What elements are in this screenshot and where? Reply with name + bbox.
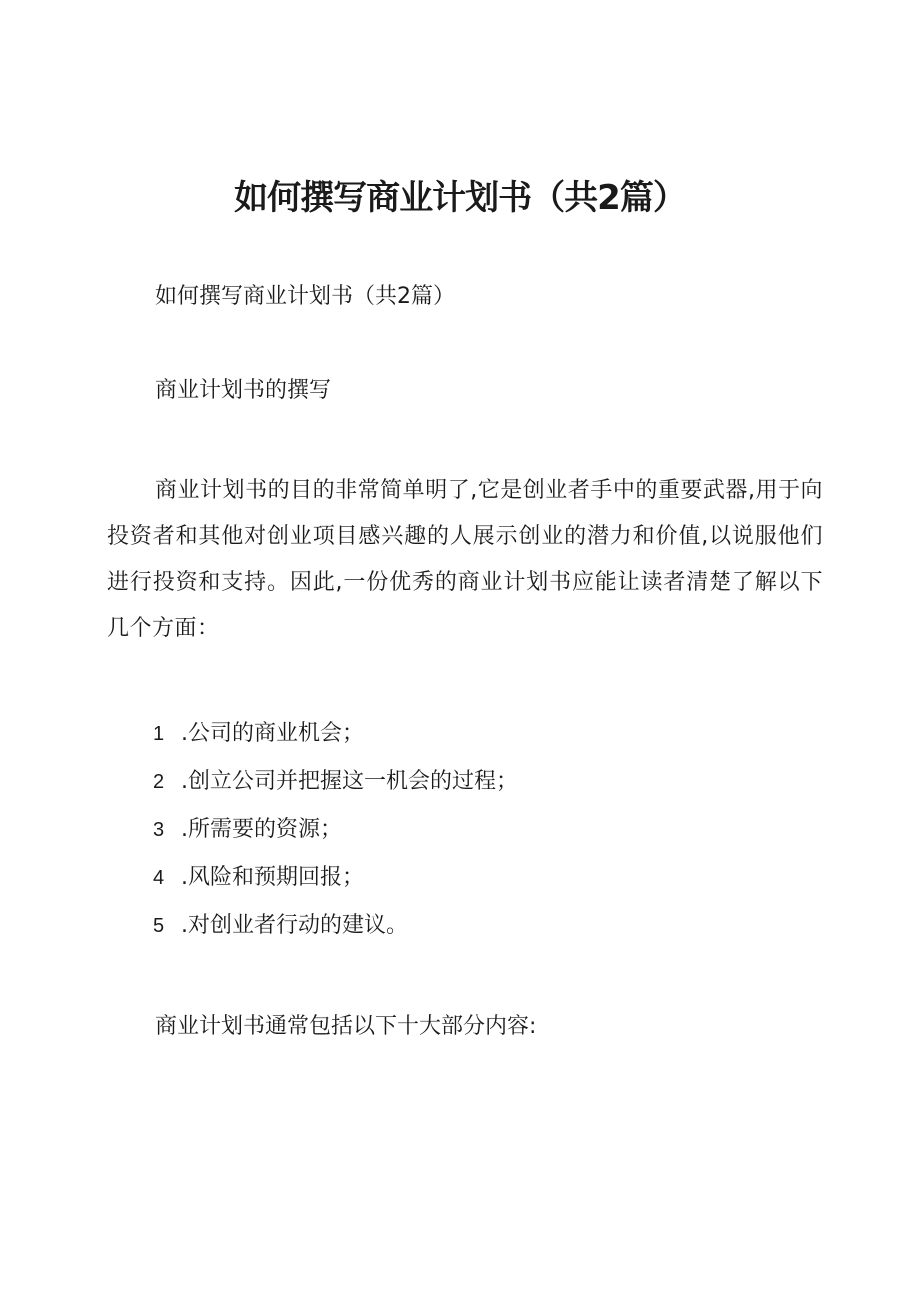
- list-item: [153, 758, 518, 806]
- list-item-number: 1: [153, 723, 165, 745]
- section-heading: 商业计划书的撰写: [155, 378, 332, 403]
- list-item-number: 5: [153, 915, 165, 937]
- page-title: 如何撰写商业计划书（共2篇）: [234, 178, 686, 218]
- list-item-text: .风险和预期回报；: [181, 865, 364, 890]
- aspects-list: [153, 710, 518, 950]
- list-item-number: 2: [153, 771, 165, 793]
- list-item: [153, 854, 518, 902]
- closing-line: 商业计划书通常包括以下十大部分内容:: [155, 1014, 537, 1039]
- list-item-text: .创立公司并把握这一机会的过程；: [181, 769, 518, 794]
- list-item: [153, 902, 518, 950]
- list-item: [153, 710, 518, 758]
- list-item: [153, 806, 518, 854]
- list-item-number: 3: [153, 819, 165, 841]
- intro-paragraph: 商业计划书的目的非常简单明了,它是创业者手中的重要武器,用于向投资者和其他对创业项目感兴趣的人展示创业的潜力和价值,以说服他们进行投资和支持。因此,一份优秀的商业计划书应能让读者清楚了解以下几个方面：: [107, 478, 823, 641]
- document-subtitle: 如何撰写商业计划书（共2篇）: [155, 284, 455, 309]
- list-item-text: .所需要的资源；: [181, 817, 342, 842]
- list-item-text: .对创业者行动的建议。: [181, 913, 408, 938]
- list-item-number: 4: [153, 867, 165, 889]
- list-item-text: .公司的商业机会；: [181, 721, 364, 746]
